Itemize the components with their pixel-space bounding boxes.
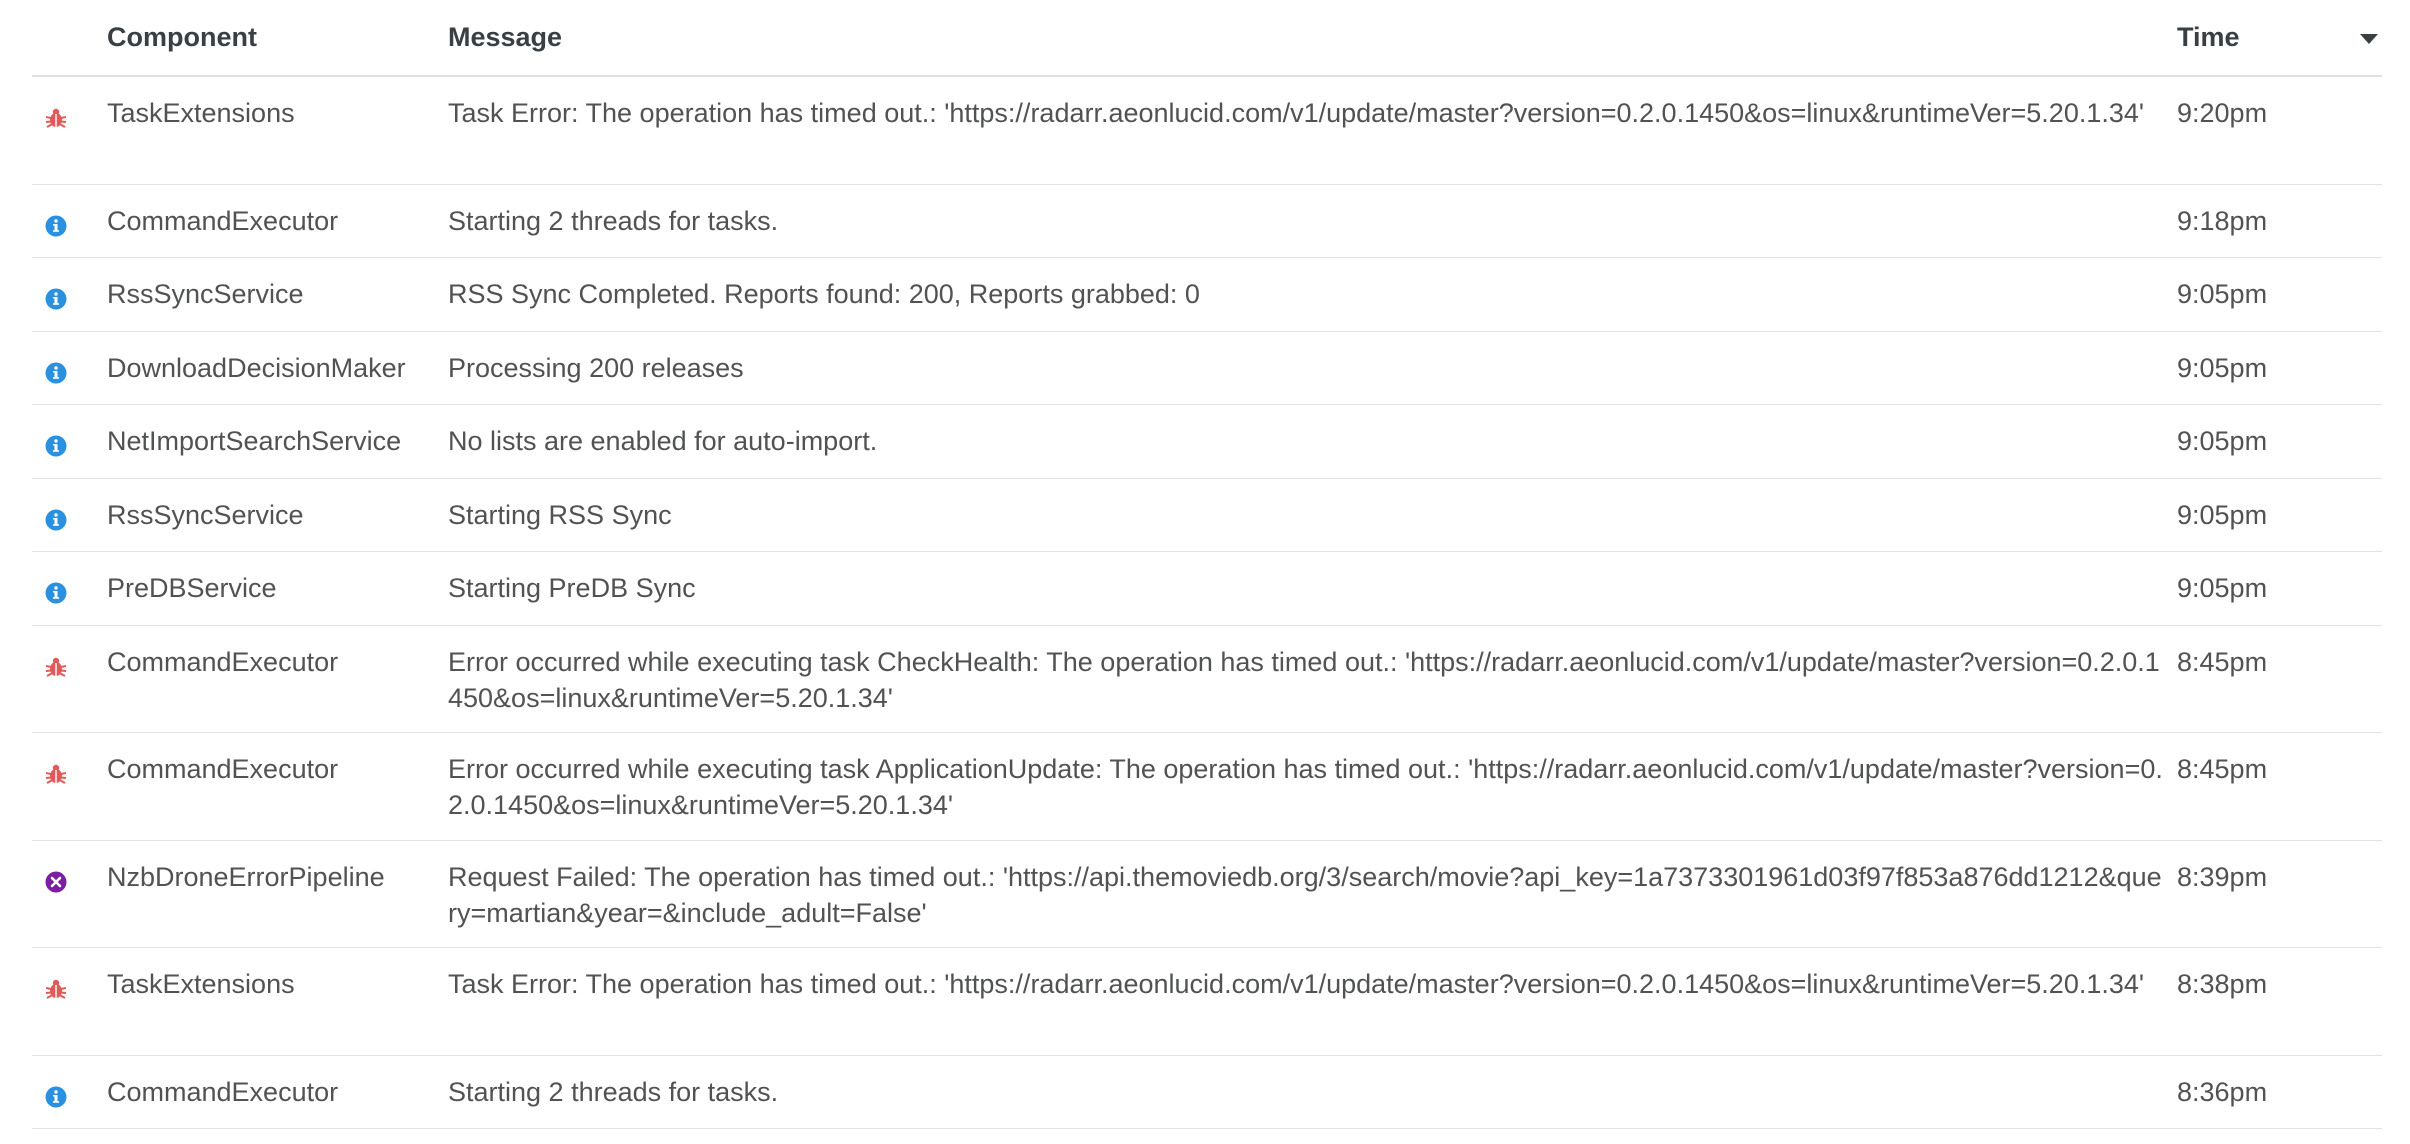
table-row bbox=[32, 841, 2382, 949]
level-icon-cell bbox=[32, 77, 107, 138]
component-cell: CommandExecutor bbox=[107, 754, 339, 784]
component-cell: NzbDroneErrorPipeline bbox=[107, 861, 385, 892]
table-row bbox=[32, 405, 2382, 479]
level-icon-cell bbox=[32, 479, 107, 540]
time-cell: 8:36pm bbox=[2177, 1076, 2268, 1107]
info-icon bbox=[45, 1086, 67, 1108]
component-cell: PreDBService bbox=[107, 573, 277, 603]
table-row bbox=[32, 479, 2382, 553]
message-cell: No lists are enabled for auto-import. bbox=[448, 426, 878, 456]
time-cell: 8:39pm bbox=[2177, 861, 2268, 892]
level-icon-cell bbox=[32, 626, 107, 687]
time-cell: 9:05pm bbox=[2177, 426, 2268, 456]
component-cell: TaskExtensions bbox=[107, 98, 295, 128]
time-cell: 8:45pm bbox=[2177, 754, 2268, 784]
info-icon bbox=[45, 509, 67, 531]
table-row bbox=[32, 948, 2382, 1056]
header-time[interactable]: Time bbox=[2177, 22, 2240, 52]
level-icon-cell bbox=[32, 841, 107, 902]
info-icon bbox=[45, 288, 67, 310]
bug-icon bbox=[45, 978, 67, 1000]
component-cell: CommandExecutor bbox=[107, 205, 339, 236]
message-cell: Processing 200 releases bbox=[448, 352, 744, 383]
component-cell: CommandExecutor bbox=[107, 646, 339, 677]
table-row bbox=[32, 552, 2382, 626]
time-cell: 9:20pm bbox=[2177, 98, 2268, 128]
info-icon bbox=[45, 362, 67, 384]
message-cell: Error occurred while executing task CheckHealth: The operation has timed out.: 'https://radarr.aeonlucid.com/v1/update/master?version=0.2.0.1450&os=linux&runtimeVer=5.20.1.34' bbox=[448, 646, 2160, 713]
level-icon-cell bbox=[32, 185, 107, 246]
header-component[interactable]: Component bbox=[107, 22, 257, 52]
fatal-icon bbox=[45, 871, 67, 893]
table-row bbox=[32, 258, 2382, 332]
component-cell: DownloadDecisionMaker bbox=[107, 352, 406, 383]
time-cell: 9:18pm bbox=[2177, 205, 2268, 236]
component-cell: CommandExecutor bbox=[107, 1076, 339, 1107]
message-cell: Starting RSS Sync bbox=[448, 499, 672, 530]
level-icon-cell bbox=[32, 552, 107, 613]
time-cell: 9:05pm bbox=[2177, 352, 2268, 383]
message-cell: Task Error: The operation has timed out.: 'https://radarr.aeonlucid.com/v1/update/master?version=0.2.0.1450&os=linux&runtimeVer=5.20.1.34' bbox=[448, 969, 2145, 999]
level-icon-cell bbox=[32, 405, 107, 466]
message-cell: Error occurred while executing task ApplicationUpdate: The operation has timed out.: 'https://radarr.aeonlucid.com/v1/update/master?version=0.2.0.1450&os=linux&runtimeVer=5.20.1.34' bbox=[448, 754, 2163, 820]
bug-icon bbox=[45, 107, 67, 129]
table-row bbox=[32, 1056, 2382, 1130]
log-table bbox=[32, 0, 2382, 1129]
component-cell: TaskExtensions bbox=[107, 969, 295, 999]
table-row bbox=[32, 77, 2382, 185]
message-cell: RSS Sync Completed. Reports found: 200, Reports grabbed: 0 bbox=[448, 279, 1200, 309]
table-row bbox=[32, 626, 2382, 734]
component-cell: RssSyncService bbox=[107, 499, 304, 530]
bug-icon bbox=[45, 656, 67, 678]
message-cell: Task Error: The operation has timed out.: 'https://radarr.aeonlucid.com/v1/update/master?version=0.2.0.1450&os=linux&runtimeVer=5.20.1.34' bbox=[448, 98, 2145, 128]
time-cell: 9:05pm bbox=[2177, 573, 2268, 603]
message-cell: Request Failed: The operation has timed out.: 'https://api.themoviedb.org/3/search/movie?api_key=1a7373301961d03f97f853a876dd1212&query=martian&year=&include_adult=False' bbox=[448, 861, 2162, 928]
message-cell: Starting 2 threads for tasks. bbox=[448, 205, 779, 236]
info-icon bbox=[45, 582, 67, 604]
level-icon-cell bbox=[32, 733, 107, 794]
table-header bbox=[32, 0, 2382, 77]
table-row bbox=[32, 332, 2382, 406]
level-icon-cell bbox=[32, 332, 107, 393]
message-cell: Starting 2 threads for tasks. bbox=[448, 1076, 779, 1107]
info-icon bbox=[45, 435, 67, 457]
table-row bbox=[32, 185, 2382, 259]
component-cell: NetImportSearchService bbox=[107, 426, 402, 456]
header-message[interactable]: Message bbox=[448, 22, 563, 52]
time-cell: 8:38pm bbox=[2177, 969, 2268, 999]
level-icon-cell bbox=[32, 1056, 107, 1117]
message-cell: Starting PreDB Sync bbox=[448, 573, 696, 603]
component-cell: RssSyncService bbox=[107, 279, 304, 309]
table-row bbox=[32, 733, 2382, 841]
level-icon-cell bbox=[32, 258, 107, 319]
info-icon bbox=[45, 215, 67, 237]
time-cell: 9:05pm bbox=[2177, 279, 2268, 309]
time-cell: 8:45pm bbox=[2177, 646, 2268, 677]
bug-icon bbox=[45, 763, 67, 785]
time-cell: 9:05pm bbox=[2177, 499, 2268, 530]
table-body bbox=[32, 77, 2382, 1129]
level-icon-cell bbox=[32, 948, 107, 1009]
